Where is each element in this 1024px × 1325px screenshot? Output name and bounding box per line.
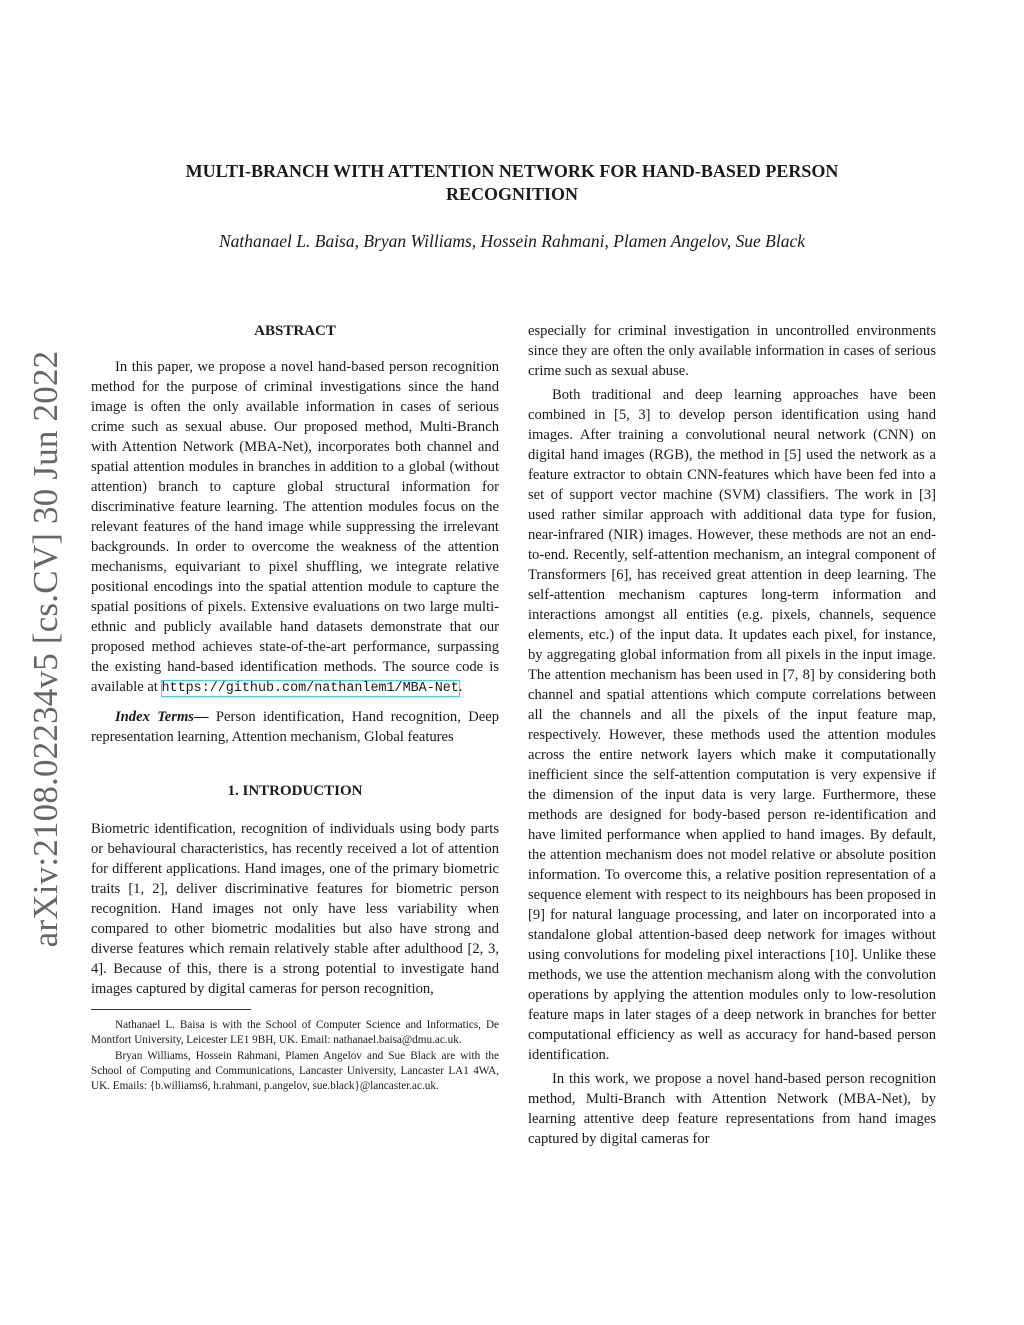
- paper-authors: Nathanael L. Baisa, Bryan Williams, Hossein Rahmani, Plamen Angelov, Sue Black: [218, 231, 806, 251]
- introduction-heading: 1. INTRODUCTION: [227, 783, 363, 799]
- footnotes: [91, 1018, 499, 1094]
- abstract-text: In this paper, we propose a novel hand-based person recognition method for the purpose of criminal investigations since the hand image is often the only available information in cases of serious crime such as sexual abuse. Our proposed method, Multi-Branch with Attention Network (MBA-Net), incorporates both channel and spatial attention modules in branches in addition to a global (without attention) branch to capture global structural information for discriminative feature learning. The attention modules focus on the relevant features of the hand image while suppressing the irrelevant backgrounds. In order to overcome the weakness of the attention mechanisms, equivariant to pixel shuffling, we integrate relative positional encodings into the spatial attention module to capture the spatial positions of pixels. Extensive evaluations on two large multi-ethnic and publicly available hand datasets demonstrate that our proposed method achieves state-of-the-art performance, surpassing the existing hand-based identification methods. The source code is available at: [91, 359, 499, 695]
- abstract-body: [91, 357, 499, 699]
- intro-paragraph-2: Both traditional and deep learning approaches have been combined in [5, 3] to develop person identification using hand images. After training a convolutional neural network (CNN) on digital hand images (RGB), the method in [5] used the network as a feature extractor to obtain CNN-features which have been fed into a set of support vector machine (SVM) classifiers. The work in [3] used rather similar approach with additional data type for fusion, near-infrared (NIR) images. However, these methods are not an end-to-end. Recently, self-attention mechanism, an integral component of Transformers [6], has received great attention in deep learning. The self-attention mechanism captures long-term information and interactions amongst all entities (e.g. pixels, channels, sequence elements, etc.) of the input data. It updates each pixel, for instance, by aggregating global information from all pixels in the input image. The attention mechanism has been used in [7, 8] by considering both channel and spatial attentions which compute correlations between all the channels and all the pixels of the input feature map, respectively. However, these methods used the attention modules across the entire network layers which make it computationally inefficient since the self-attention computation is very expensive if the dimension of the input data is very large. Furthermore, these methods are designed for body-based person re-identification and have limited performance when applied to hand images. By default, the attention mechanism does not model relative or absolute position information. To overcome this, a relative position representation of a sequence element with respect to its neighbours has been proposed in [9] for natural language processing, and later on incorporated into a standalone global attention-based deep network for images without using convolutions for modeling pixel interactions [10]. Unlike these methods, we use the attention mechanism along with the convolution operations by applying the attention modules only to low-resolution feature maps in later stages of a deep network in branches for better computational efficiency as well as accuracy for hand-based person identification.: [528, 387, 936, 1063]
- footnote-1: Nathanael L. Baisa is with the School of Computer Science and Informatics, De Montfort University, Leicester LE1 9BH, UK. Email: nathanael.baisa@dmu.ac.uk.: [91, 1019, 499, 1046]
- footnote-2: Bryan Williams, Hossein Rahmani, Plamen Angelov and Sue Black are with the School of Computing and Communications, Lancaster University, Lancaster LA1 4WA, UK. Emails: {b.williams6, h.rahmani, p.angelov, sue.black}@lancaster.ac.uk.: [91, 1050, 499, 1092]
- index-terms-text: Person identification, Hand recognition, Deep representation learning, Attention mechanism, Global features: [91, 709, 499, 745]
- right-column: [528, 321, 936, 1149]
- index-terms-label: Index Terms—: [115, 709, 209, 725]
- intro-paragraph-1: Biometric identification, recognition of individuals using body parts or behavioural characteristics, has recently received a lot of attention for different applications. Hand images, one of the primary biometric traits [1, 2], deliver discriminative features for biometric person recognition. Hand images not only have less variability when compared to other biometric modalities but also have strong and diverse features which remain relatively stable after adulthood [2, 3, 4]. Because of this, there is a strong potential to investigate hand images captured by digital cameras for person recognition,: [91, 821, 499, 997]
- footnote-rule: [91, 1009, 251, 1010]
- intro-paragraph-3: In this work, we propose a novel hand-based person recognition method, Multi-Branch with Attention Network (MBA-Net), by learning attentive deep feature representations from hand images captured by digital cameras for: [528, 1071, 936, 1147]
- abstract-heading: ABSTRACT: [254, 323, 336, 339]
- intro-paragraph-continued: especially for criminal investigation in uncontrolled environments since they are often the only available information in cases of serious crime such as sexual abuse.: [528, 323, 936, 379]
- paper-title: MULTI-BRANCH WITH ATTENTION NETWORK FOR HAND-BASED PERSON RECOGNITION: [185, 161, 839, 204]
- source-code-link[interactable]: https://github.com/nathanlem1/MBA-Net: [161, 681, 459, 696]
- arxiv-identifier: arXiv:2108.02234v5 [cs.CV] 30 Jun 2022: [26, 350, 65, 948]
- index-terms: [91, 707, 499, 747]
- left-column: [91, 321, 499, 1094]
- abstract-link-end: .: [458, 679, 463, 695]
